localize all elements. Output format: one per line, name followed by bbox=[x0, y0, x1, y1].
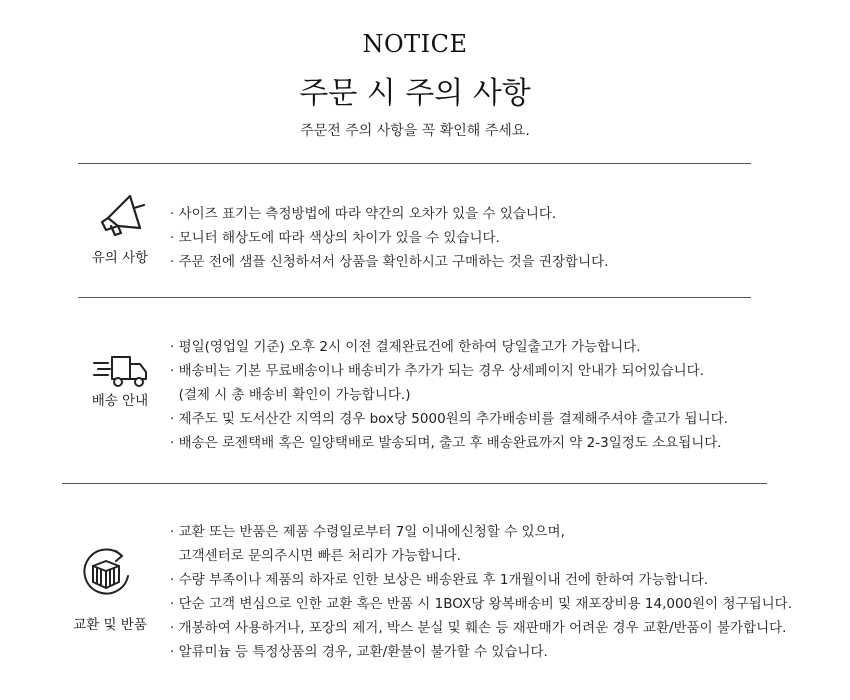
list-item: · 개봉하여 사용하거나, 포장의 제거, 박스 분실 및 훼손 등 재판매가 어려운 경우 교환/반품이 불가합니다. bbox=[170, 620, 787, 636]
list-item: · 수량 부족이나 제품의 하자로 인한 보상은 배송완료 후 1개월이내 건에 한하여 가능합니다. bbox=[170, 572, 709, 588]
list-item: (결제 시 총 배송비 확인이 가능합니다.) bbox=[170, 387, 411, 403]
section-title-delivery: 배송 안내 bbox=[91, 393, 149, 409]
list-item: · 사이즈 표기는 측정방법에 따라 약간의 오차가 있을 수 있습니다. bbox=[170, 206, 557, 222]
list-item: · 모니터 해상도에 따라 색상의 차이가 있을 수 있습니다. bbox=[170, 230, 500, 246]
divider-top bbox=[78, 163, 751, 164]
list-item: · 평일(영업일 기준) 오후 2시 이전 결제완료건에 한하여 당일출고가 가능합니다. bbox=[170, 339, 641, 355]
page-title: 주문 시 주의 사항 bbox=[299, 76, 531, 111]
list-item: · 알류미늄 등 특정상품의 경우, 교환/환불이 불가할 수 있습니다. bbox=[170, 644, 548, 660]
megaphone-icon bbox=[94, 188, 154, 238]
list-item: · 단순 고객 변심으로 인한 교환 혹은 반품 시 1BOX당 왕복배송비 및 재포장비용 14,000원이 청구됩니다. bbox=[170, 596, 792, 612]
list-item: · 배송비는 기본 무료배송이나 배송비가 추가가 되는 경우 상세페이지 안내가 되어있습니다. bbox=[170, 363, 705, 379]
exchange-box-icon bbox=[79, 546, 133, 600]
divider-bottom bbox=[62, 483, 767, 484]
caution-list bbox=[170, 202, 608, 274]
list-item: · 주문 전에 샘플 신청하셔서 상품을 확인하시고 구매하는 것을 권장합니다. bbox=[170, 254, 609, 270]
list-item: · 배송은 로젠택배 혹은 일양택배로 발송되며, 출고 후 배송완료까지 약 2-3일정도 소요됩니다. bbox=[170, 435, 722, 451]
section-title-caution: 유의 사항 bbox=[91, 250, 149, 266]
divider-middle bbox=[78, 297, 751, 298]
page-subtitle: 주문전 주의 사항을 꼭 확인해 주세요. bbox=[300, 123, 530, 139]
list-item: 고객센터로 문의주시면 빠른 처리가 가능합니다. bbox=[170, 548, 461, 564]
exchange-list bbox=[170, 520, 792, 664]
delivery-list bbox=[170, 335, 728, 455]
section-title-exchange: 교환 및 반품 bbox=[73, 617, 147, 633]
list-item: · 교환 또는 반품은 제품 수령일로부터 7일 이내에신청할 수 있으며, bbox=[170, 524, 565, 540]
list-item: · 제주도 및 도서산간 지역의 경우 box당 5000원의 추가배송비를 결제해주셔야 출고가 됩니다. bbox=[170, 411, 728, 427]
notice-label: NOTICE bbox=[362, 30, 468, 58]
